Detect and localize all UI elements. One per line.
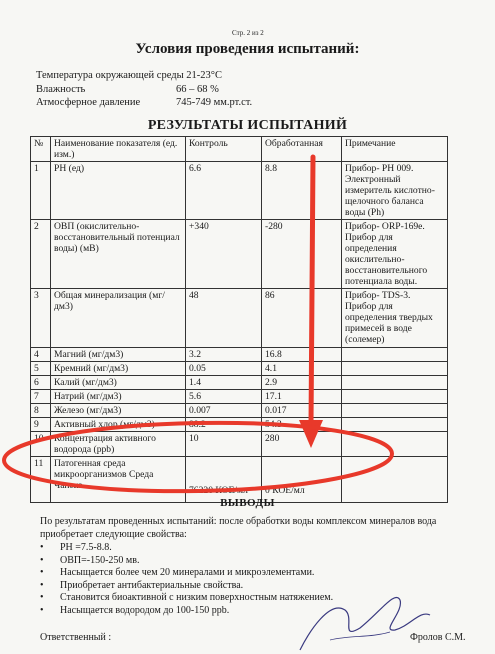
- row-control: 1.4: [186, 376, 262, 390]
- row-control: 76220 КОЕ/мл: [186, 457, 262, 503]
- row-name: Магний (мг/дм3): [51, 348, 186, 362]
- row-note: [342, 432, 448, 457]
- row-number: 6: [31, 376, 51, 390]
- table-row: [31, 418, 448, 432]
- list-item-text: Становится биоактивной с низким поверхностным натяжением.: [60, 592, 334, 603]
- list-item-text: PH =7.5-8.8.: [60, 542, 112, 553]
- page-number: Стр. 2 из 2: [232, 29, 264, 37]
- table-row: [31, 289, 448, 348]
- row-note: [342, 404, 448, 418]
- bullet-icon: •: [40, 604, 44, 616]
- row-number: 8: [31, 404, 51, 418]
- page-title: Условия проведения испытаний:: [135, 41, 360, 57]
- row-treated: 0.017: [262, 404, 342, 418]
- test-conditions: [36, 69, 336, 110]
- header-cell: Примечание: [342, 137, 448, 162]
- row-treated: 0 КОЕ/мл: [262, 457, 342, 503]
- row-treated: 2.9: [262, 376, 342, 390]
- row-name: PH (ед): [51, 162, 186, 220]
- row-note: Прибор- ORP-169e. Прибор для определения окислительно-восстановительного потенциала воды.: [342, 220, 448, 289]
- list-item-text: Приобретает антибактериальные свойства.: [60, 579, 244, 591]
- list-item: [40, 542, 480, 555]
- table-row: [31, 390, 448, 404]
- table-row: [31, 376, 448, 390]
- header-cell: Наименование показателя (ед. изм.): [51, 137, 186, 162]
- row-name: Калий (мг/дм3): [51, 376, 186, 390]
- table-row: [31, 362, 448, 376]
- results-table: [30, 136, 448, 503]
- row-number: 4: [31, 348, 51, 362]
- bullet-icon: •: [40, 592, 44, 603]
- header-cell: Контроль: [186, 137, 262, 162]
- table-row: [31, 457, 448, 503]
- row-control: 48: [186, 289, 262, 348]
- conclusions-intro: По результатам проведенных испытаний: после обработки воды комплексом минералов вода приобретает следующие свойства:: [40, 516, 437, 540]
- condition-temperature: [36, 69, 336, 83]
- responsible-label: Ответственный :: [40, 632, 112, 643]
- row-note: [342, 390, 448, 404]
- row-name: Кремний (мг/дм3): [51, 362, 186, 376]
- signatory-name: Фролов С.М.: [410, 632, 466, 643]
- list-item: [40, 567, 480, 580]
- row-note: Прибор- PH 009. Электронный измеритель кислотно-щелочного баланса воды (Ph): [342, 162, 448, 220]
- bullet-icon: •: [40, 542, 44, 553]
- row-number: 1: [31, 162, 51, 220]
- row-number: 10: [31, 432, 51, 457]
- row-treated: 8.8: [262, 162, 342, 220]
- row-number: 9: [31, 418, 51, 432]
- row-name: Концентрация активного водорода (ppb): [51, 432, 186, 457]
- list-item: [40, 580, 480, 593]
- row-control: 3.2: [186, 348, 262, 362]
- row-control: +340: [186, 220, 262, 289]
- condition-value: 745-749 мм.рт.ст.: [176, 97, 253, 108]
- row-control: 10: [186, 432, 262, 457]
- row-number: 11: [31, 457, 51, 503]
- condition-label: Атмосферное давление: [36, 97, 141, 108]
- row-control: 0.05: [186, 362, 262, 376]
- row-name: Общая минерализация (мг/дм3): [51, 289, 186, 348]
- row-control: 88.2: [186, 418, 262, 432]
- row-note: [342, 362, 448, 376]
- signature-loop: [330, 632, 390, 640]
- table-row: [31, 348, 448, 362]
- row-name: ОВП (окислительно-восстановительный потенциал воды) (мВ): [51, 220, 186, 289]
- row-treated: 54.3: [262, 418, 342, 432]
- conclusions-block: [40, 516, 480, 617]
- table-row: [31, 220, 448, 289]
- list-item: [40, 592, 480, 605]
- row-note: [342, 457, 448, 503]
- header-cell: №: [31, 137, 51, 162]
- header-cell: Обработанная: [262, 137, 342, 162]
- row-number: 5: [31, 362, 51, 376]
- row-control: 6.6: [186, 162, 262, 220]
- conclusions-title: ВЫВОДЫ: [220, 497, 275, 509]
- row-name: Натрий (мг/дм3): [51, 390, 186, 404]
- bullet-icon: •: [40, 554, 44, 566]
- row-control: 0.007: [186, 404, 262, 418]
- row-treated: 16.8: [262, 348, 342, 362]
- table-row: [31, 404, 448, 418]
- condition-humidity: [36, 83, 336, 97]
- row-treated: -280: [262, 220, 342, 289]
- bullet-icon: •: [40, 579, 44, 591]
- row-treated: 280: [262, 432, 342, 457]
- table-row: [31, 432, 448, 457]
- row-number: 2: [31, 220, 51, 289]
- row-note: [342, 376, 448, 390]
- results-title: РЕЗУЛЬТАТЫ ИСПЫТАНИЙ: [147, 118, 348, 133]
- row-number: 7: [31, 390, 51, 404]
- conclusions-list: [40, 542, 480, 617]
- row-control: 5.6: [186, 390, 262, 404]
- row-number: 3: [31, 289, 51, 348]
- row-note: [342, 418, 448, 432]
- row-name: Активный хлор (мг/дм3): [51, 418, 186, 432]
- row-treated: 86: [262, 289, 342, 348]
- condition-label: Температура окружающей среды 21-23°С: [36, 70, 222, 81]
- row-treated: 17.1: [262, 390, 342, 404]
- row-note: [342, 348, 448, 362]
- table-header-row: [31, 137, 448, 162]
- bullet-icon: •: [40, 567, 44, 578]
- list-item: [40, 605, 480, 618]
- row-treated: 4.1: [262, 362, 342, 376]
- list-item-text: Насыщается водородом до 100-150 ppb.: [60, 604, 230, 616]
- row-name: Патогенная среда микроорганизмов Среда Чапека: [51, 457, 186, 503]
- table-row: [31, 162, 448, 220]
- row-note: Прибор- TDS-3. Прибор для определения твердых примесей в воде (солемер): [342, 289, 448, 348]
- condition-label: Влажность: [36, 83, 86, 95]
- row-name: Железо (мг/дм3): [51, 404, 186, 418]
- list-item-text: ОВП=-150-250 мв.: [60, 554, 140, 566]
- condition-pressure: [36, 96, 336, 110]
- list-item-text: Насыщается более чем 20 минералами и микроэлементами.: [60, 567, 315, 578]
- list-item: [40, 555, 480, 568]
- condition-value: 66 – 68 %: [176, 83, 219, 95]
